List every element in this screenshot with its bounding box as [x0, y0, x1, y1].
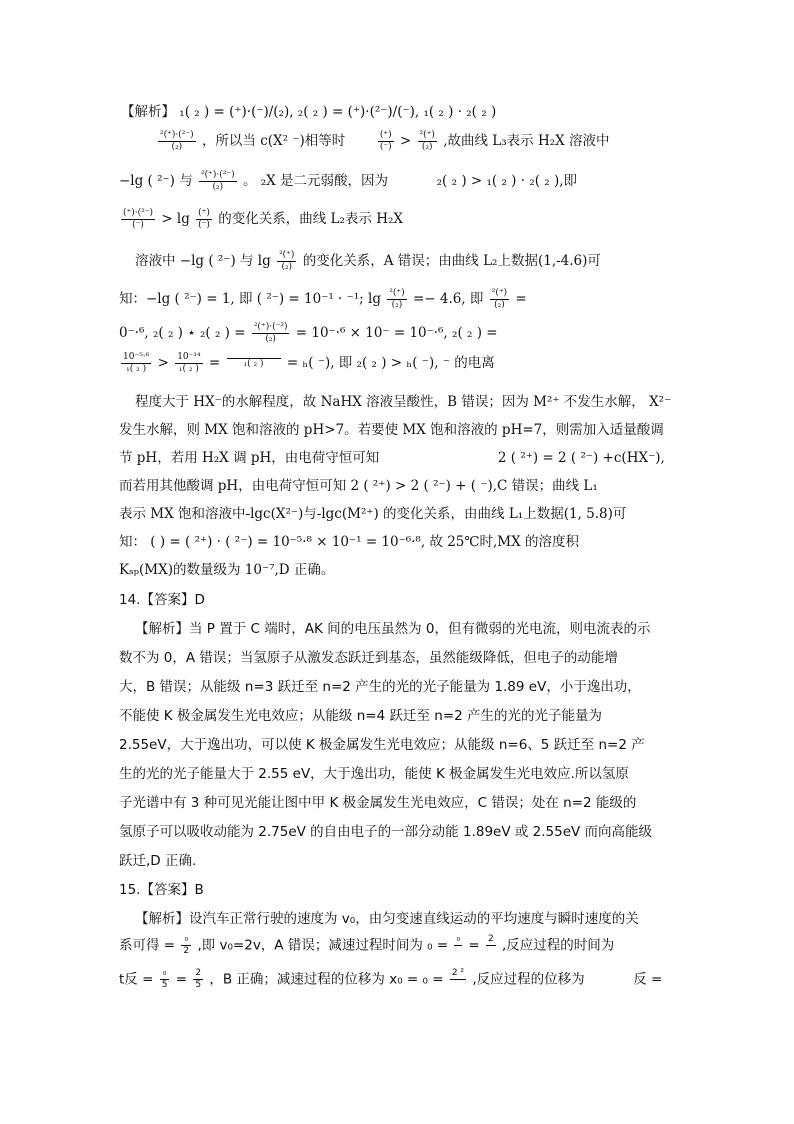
- q15-text: ,反应过程的时间为: [502, 937, 615, 954]
- fraction: [490, 288, 509, 311]
- numerator: ₀: [160, 968, 170, 980]
- q13-text: >: [399, 133, 412, 149]
- q15-text: ,即 v₀=2v，A 错误；减速过程时间为 ₀ =: [197, 937, 449, 954]
- denominator: (₂): [281, 262, 293, 272]
- denominator: (⁻): [132, 220, 144, 230]
- denominator: (₂): [265, 334, 276, 344]
- q14-line: 生的光的光子能量大于 2.55 eV，大于逸出功，能使 K 极金属发生光电效应.所以氢原: [119, 766, 629, 782]
- q14-line: 大，B 错误；从能级 n=3 跃迁至 n=2 产生的光的光子能量为 1.89 eV，小于逸出功，: [119, 679, 641, 695]
- numerator: ²(⁺): [491, 288, 508, 298]
- q15-text: t反 =: [119, 971, 154, 988]
- q13-text: 知：−lg ( ²⁻) = 1, 即 ( ²⁻) = 10⁻¹ · ⁻¹; lg: [119, 291, 381, 307]
- denominator: 5: [161, 980, 168, 990]
- q13-line-6: [119, 288, 527, 322]
- q14-line: 数不为 0，A 错误；当氢原子从激发态跃迁到基态，虽然能级降低，但电子的动能增: [119, 650, 618, 666]
- q13-text: >: [157, 355, 169, 371]
- numerator: 2 ²: [451, 968, 465, 978]
- q13-line-8: [119, 352, 495, 386]
- fraction: [160, 968, 170, 991]
- fraction: [121, 352, 151, 375]
- q14-line: 2.55eV，大于逸出功，可以使 K 极金属发生光电效应；从能级 n=6、5 跃迁至 n=2 产: [119, 737, 645, 753]
- q13-text: 的变化关系，A 错误；由曲线 L₂上数据(1,-4.6)可: [302, 253, 601, 269]
- denominator: [486, 946, 496, 957]
- q13-text: ,故曲线 L₃表示 H₂X 溶液中: [443, 133, 610, 149]
- q13-text: 知： ( ) = ( ²⁺) · ( ²⁻) = 10⁻⁵·⁸ × 10⁻¹ = 10⁻⁶·⁸, 故 25℃时,MX 的溶度积: [119, 534, 580, 550]
- denominator: (⁻): [198, 220, 210, 230]
- numerator: ²(⁺): [419, 130, 435, 140]
- q13-line-10: [119, 420, 664, 440]
- q13-text: 0⁻·⁶, ₂( ₂ ) ⋆ ₂( ₂ ) =: [119, 325, 246, 341]
- q13-line-13: [119, 504, 626, 524]
- numerator: 10⁻¹⁴: [177, 352, 201, 362]
- denominator: ₁( ₂ ): [243, 358, 264, 369]
- q13-line-9: [135, 392, 671, 412]
- numerator: ₀: [456, 934, 461, 944]
- q13-text: 的变化关系，曲线 L₂表示 H₂X: [218, 211, 404, 227]
- q13-line-5: [135, 250, 601, 284]
- q13-text: 而若用其他酸调 pH，由电荷守恒可知 2 ( ²⁺) > 2 ( ²⁻) + ( ⁻),C 错误；曲线 L₁: [119, 478, 598, 494]
- fraction: [175, 352, 202, 375]
- q15-line-3: [119, 968, 662, 1002]
- numerator: ²(⁺): [279, 250, 295, 260]
- q15-text: =: [468, 937, 480, 954]
- q13-line-3: [119, 170, 577, 204]
- q13-text: ，所以当 c(X² ⁻)相等时: [201, 133, 346, 149]
- denominator: 2: [183, 946, 190, 956]
- fraction: [199, 170, 237, 193]
- denominator: (₂): [391, 300, 403, 310]
- numerator: (⁺): [198, 208, 210, 218]
- fraction: [277, 250, 296, 273]
- q13-text: =: [515, 291, 527, 307]
- numerator: ²(⁺)·(²⁻): [160, 130, 194, 140]
- fraction: [181, 934, 191, 957]
- numerator: ₀: [181, 934, 191, 946]
- fraction: [486, 934, 496, 957]
- fraction: [252, 322, 290, 345]
- q15-text: 系可得 =: [119, 937, 176, 954]
- denominator: ₁( ₂ ): [126, 364, 147, 374]
- fraction: [454, 934, 462, 957]
- q14-line: 子光谱中有 3 种可见光能让图中甲 K 极金属发生光电效应，C 错误；处在 n=2 能级的: [119, 795, 637, 811]
- q13-text: 节 pH，若用 H₂X 调 pH，由电荷守恒可知: [119, 450, 380, 466]
- denominator: [450, 980, 466, 991]
- q13-line-7: [119, 322, 498, 356]
- denominator: [454, 946, 462, 957]
- q13-text: =: [208, 355, 221, 371]
- q13-text: =− 4.6, 即: [412, 291, 484, 307]
- fraction: [196, 208, 212, 231]
- fraction: [158, 130, 196, 153]
- q13-line-14: [119, 532, 579, 552]
- fraction: [378, 130, 394, 153]
- q13-text: 2 ( ²⁺) = 2 ( ²⁻) +c(HX⁻),: [497, 450, 665, 466]
- q13-text: 。 ₂X 是二元弱酸，因为: [242, 173, 389, 189]
- q13-text: ₂( ₂ ) > ₁( ₂ ) · ₂( ₂ ),即: [436, 173, 578, 189]
- denominator: 5: [195, 980, 202, 990]
- q15-text: =: [175, 971, 188, 988]
- q14-line: 不能使 K 极金属发生光电效应；从能级 n=4 跃迁至 n=2 产生的光的光子能量为: [119, 708, 603, 724]
- q13-line-12: [119, 476, 598, 496]
- numerator: (⁺): [379, 130, 392, 140]
- q13-text: 表示 MX 饱和溶液中-lgc(X²⁻)与-lgc(M²⁺) 的变化关系，由曲线 L₁上数据(1, 5.8)可: [119, 506, 627, 522]
- denominator: ₁( ₂ ): [178, 364, 199, 374]
- q13-line-2: [156, 130, 610, 164]
- q13-text: −lg ( ²⁻) 与: [119, 173, 193, 189]
- q13-text: = 10⁻·⁶ × 10⁻ = 10⁻·⁶, ₂( ₂ ) =: [295, 325, 498, 341]
- fraction: [450, 968, 466, 991]
- q13-line-11: [119, 448, 665, 468]
- q13-text: 程度大于 HX⁻的水解程度，故 NaHX 溶液呈酸性，B 错误；因为 M²⁺ 不发生水解， X²⁻: [135, 394, 672, 410]
- numerator: ²(⁺)·(⁻²): [253, 322, 288, 332]
- q14-line: 【解析】当 P 置于 C 端时，AK 间的电压虽然为 0，但有微弱的光电流，则电流表的示: [135, 621, 651, 637]
- numerator: ²(⁺): [389, 288, 405, 298]
- denominator: (₂): [171, 142, 183, 152]
- numerator: 2: [487, 934, 494, 944]
- fraction: [121, 208, 155, 231]
- numerator: 2: [195, 968, 202, 978]
- denominator: (⁻): [379, 142, 392, 152]
- numerator: ²(⁺)·(²⁻): [201, 170, 235, 180]
- q14-line: 氢原子可以吸收动能为 2.75eV 的自由电子的一部分动能 1.89eV 或 2.55eV 而向高能级: [119, 824, 653, 840]
- fraction: [193, 968, 203, 991]
- q15-text: ，B 正确；减速过程的位移为 x₀ = ₀ =: [209, 971, 444, 988]
- q14-line: 跃迁,D 正确.: [119, 853, 197, 869]
- denominator: (₂): [212, 182, 224, 192]
- q13-text: 【解析】 ₁( ₂ ) = (⁺)·(⁻)/(₂), ₂( ₂ ) = (⁺)·(²⁻)/(⁻), ₁( ₂ ) · ₂( ₂ ): [121, 104, 497, 120]
- q13-line-4: [119, 208, 403, 242]
- q13-text: Kₛₚ(MX)的数量级为 10⁻⁷,D 正确。: [119, 562, 335, 578]
- q15-text: 反 =: [633, 971, 663, 988]
- denominator: (₂): [421, 142, 433, 152]
- numerator: (⁺)·(²⁻): [123, 208, 154, 218]
- q15-line-1: 【解析】设汽车正常行驶的速度为 v₀，由匀变速直线运动的平均速度与瞬时速度的关: [135, 911, 639, 927]
- q14-answer: 14.【答案】D: [119, 592, 205, 608]
- q15-line-2: [119, 934, 614, 968]
- q13-line-1: [121, 102, 496, 122]
- q13-text: 发生水解，则 MX 饱和溶液的 pH>7。若要使 MX 饱和溶液的 pH=7，则需加入适量酸调: [119, 422, 664, 438]
- q15-answer: 15.【答案】B: [119, 882, 204, 898]
- q13-text: 溶液中 −lg ( ²⁻) 与 lg: [135, 253, 271, 269]
- q15-text: ,反应过程的位移为: [472, 971, 585, 988]
- fraction: [387, 288, 406, 311]
- fraction: [227, 358, 281, 370]
- numerator: 10⁻⁵·⁶: [123, 352, 150, 362]
- denominator: (₂): [494, 300, 505, 310]
- fraction: [418, 130, 437, 153]
- q13-text: = ₕ( ⁻), 即 ₂( ₂ ) > ₕ( ⁻), ⁻ 的电离: [286, 355, 495, 371]
- q13-line-15: [119, 560, 334, 580]
- q13-text: > lg: [161, 211, 190, 227]
